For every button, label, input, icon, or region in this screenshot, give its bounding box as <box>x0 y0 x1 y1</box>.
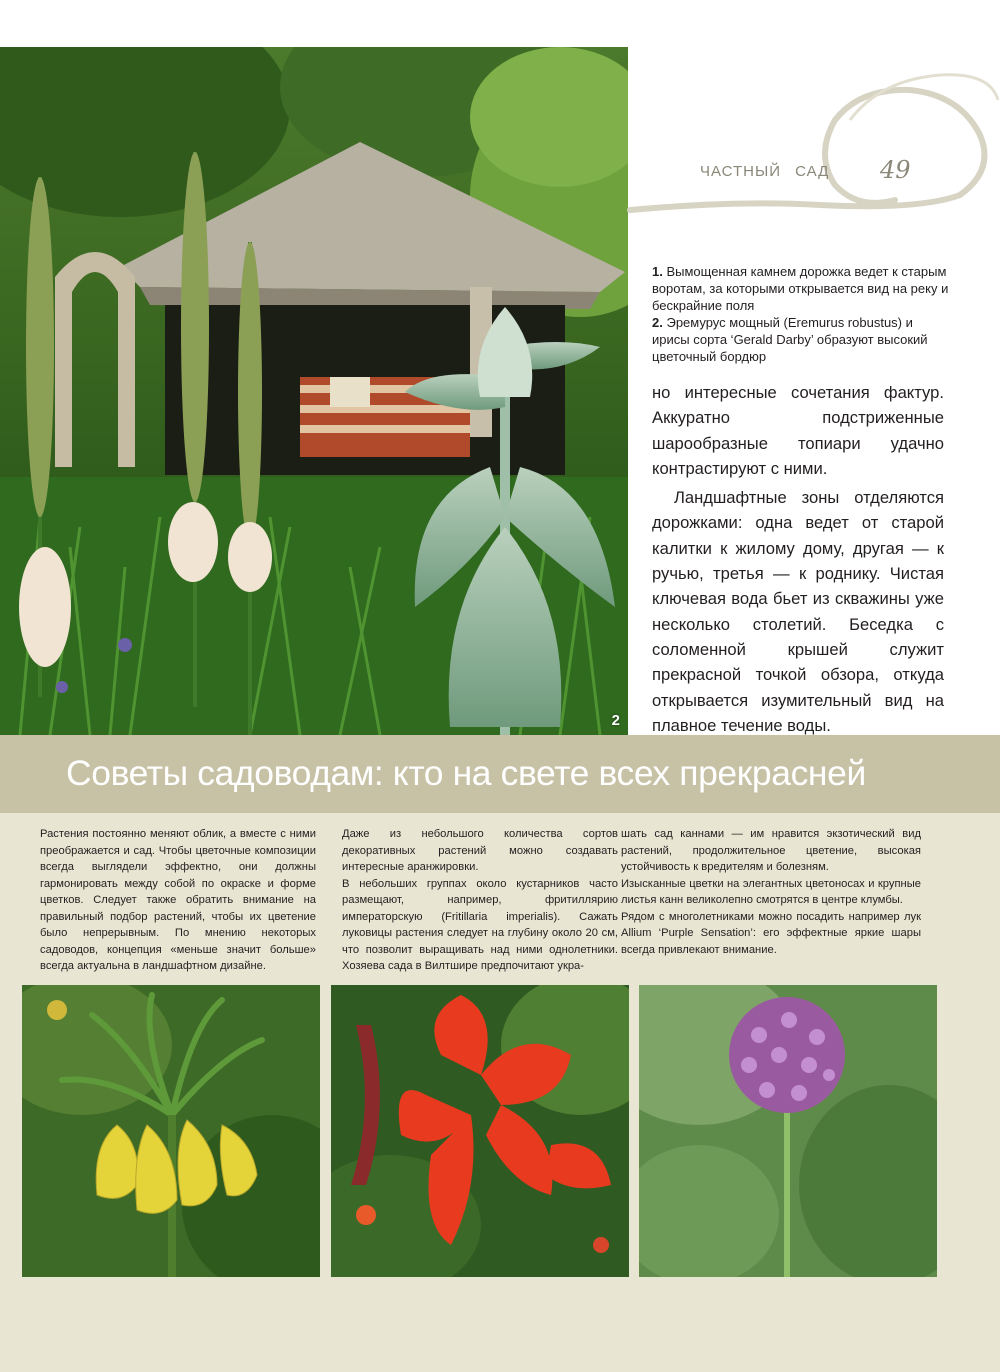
tips-column-1 <box>40 826 316 975</box>
tips-col1-paragraph: Растения постоянно меняют облик, а вместе с ними преображается и сад. Чтобы цветочные композиции всегда выглядели эффектно, они должны гармонировать между собой по окраске и форме цветков. Следует также обратить внимание на правильный подбор растений, чтобы их цветение было непрерывным. По мнению некоторых садоводов, концепция «меньше значит больше» всегда актуальна в ландшафтном дизайне. <box>40 828 316 972</box>
tips-col3-paragraph-2: Изысканные цветки на элегантных цветоносах и крупные листья канн великолепно смотрятся в центре клумбы. <box>621 877 921 906</box>
hero-photo <box>0 47 628 735</box>
caption-item-2 <box>652 314 952 365</box>
section-word-1: ЧАСТНЫЙ <box>700 163 782 180</box>
article-paragraph-2: Ландшафтные зоны отделяются дорожками: одна ведет от старой калитки к жилому дому, другая — к ручью, третья — к роднику. Чистая ключевая вода бьет из скважины уже несколько столетий. Беседка с соломенной крышей служит прекрасной точкой обзора, откуда открывается изумительный вид на плавное течение воды. <box>652 488 944 735</box>
tips-col2-paragraph-2: В небольших группах около кустарников часто размещают, например, фритиллярию императорскую (Fritillaria imperialis). Сажать луковицы растения следует на глубину около 20 см, что позволит выращивать над ними однолетники. Хозяева сада в Вилтшире предпочитают укра- <box>342 877 618 972</box>
tips-col2-paragraph-1: Даже из небольшого количества сортов декоративных растений можно создавать интересные аранжировки. <box>342 828 618 873</box>
page-number: 49 <box>880 156 911 184</box>
tips-column-3 <box>621 826 921 958</box>
article-body <box>652 380 944 738</box>
photo-caption <box>652 263 952 365</box>
photo-number: 2 <box>611 712 620 729</box>
allium-illustration <box>639 985 937 1277</box>
caption-text-2: Эремурус мощный (Eremurus robustus) и ирисы сорта ‘Gerald Darby’ образуют высокий цветочный бордюр <box>652 315 928 364</box>
garden-photo-illustration <box>0 47 628 735</box>
decorative-swirl-icon <box>620 60 1000 230</box>
fritillaria-photo <box>22 985 320 1277</box>
canna-illustration <box>331 985 629 1277</box>
caption-item-1 <box>652 263 952 314</box>
caption-text-1: Вымощенная камнем дорожка ведет к старым воротам, за которыми открывается вид на реку и бескрайние поля <box>652 264 949 313</box>
fritillaria-illustration <box>22 985 320 1277</box>
section-word-2: САД <box>795 163 830 180</box>
allium-photo <box>639 985 937 1277</box>
tips-column-2 <box>342 826 618 975</box>
tips-title: Советы садоводам: кто на свете всех прекрасней <box>66 753 866 793</box>
canna-photo <box>331 985 629 1277</box>
caption-number-1: 1. <box>652 264 663 279</box>
running-head <box>700 163 829 180</box>
tips-col3-paragraph-1: шать сад каннами — им нравится экзотический вид растений, продолжительное цветение, высокая устойчивость к вредителям и болезням. <box>621 828 921 873</box>
article-paragraph-1: но интересные сочетания фактур. Аккуратно подстриженные шарообразные топиари удачно контрастируют с ними. <box>652 383 944 478</box>
tips-col3-paragraph-3: Рядом с многолетниками можно посадить например лук Allium ‘Purple Sensation’: его эффектные яркие шары всегда привлекают внимание. <box>621 910 921 956</box>
caption-number-2: 2. <box>652 315 663 330</box>
